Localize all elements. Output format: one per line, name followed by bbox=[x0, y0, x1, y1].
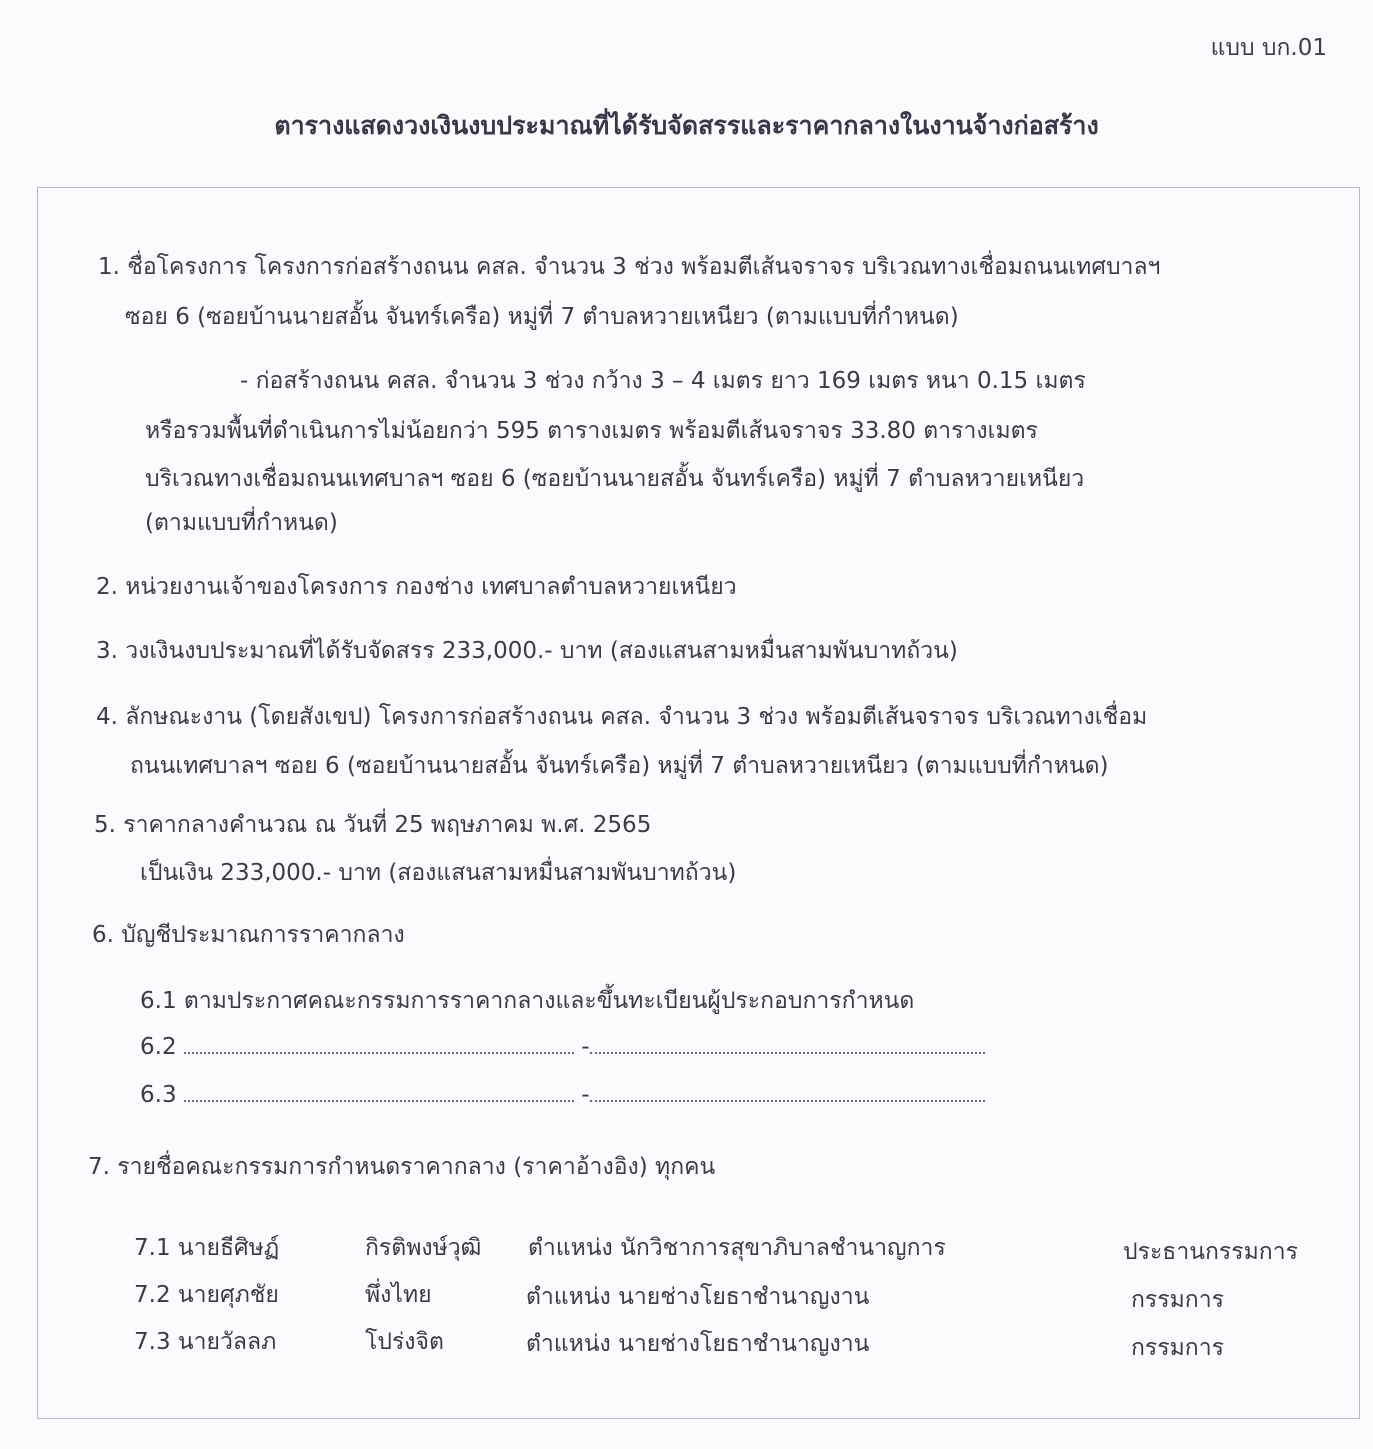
dash-separator: - bbox=[581, 1034, 590, 1060]
project-detail-line-4: (ตามแบบที่กำหนด) bbox=[145, 510, 338, 536]
dotted-blank bbox=[590, 1034, 985, 1054]
estimate-item-6-3-label: 6.3 bbox=[140, 1082, 177, 1108]
budget-line: 3. วงเงินงบประมาณที่ได้รับจัดสรร 233,000.- บาท (สองแสนสามหมื่นสามพันบาทถ้วน) bbox=[96, 638, 958, 664]
member-position: ตำแหน่ง นายช่างโยธาชำนาญงาน bbox=[526, 1331, 870, 1357]
owner-agency-line: 2. หน่วยงานเจ้าของโครงการ กองช่าง เทศบาลตำบลหวายเหนียว bbox=[96, 574, 737, 600]
form-code: แบบ บก.01 bbox=[1210, 35, 1327, 61]
project-name-line-2: ซอย 6 (ซอยบ้านนายสอั้น จันทร์เครือ) หมู่ที่ 7 ตำบลหวายเหนียว (ตามแบบที่กำหนด) bbox=[125, 304, 959, 330]
member-position: ตำแหน่ง นักวิชาการสุขาภิบาลชำนาญการ bbox=[528, 1235, 946, 1261]
estimate-item-6-2 bbox=[140, 1034, 985, 1062]
document-title: ตารางแสดงวงเงินงบประมาณที่ได้รับจัดสรรและราคากลางในงานจ้างก่อสร้าง bbox=[274, 111, 1099, 140]
member-name: 7.2 นายศุภชัย bbox=[134, 1282, 279, 1308]
estimate-item-6-3 bbox=[140, 1082, 985, 1110]
member-surname: โปร่งจิต bbox=[365, 1329, 444, 1355]
estimate-item-6-2-label: 6.2 bbox=[140, 1034, 177, 1060]
member-surname: กิรติพงษ์วุฒิ bbox=[365, 1235, 482, 1261]
dotted-blank bbox=[184, 1034, 574, 1054]
dash-separator: - bbox=[581, 1082, 590, 1108]
work-description-line-1: 4. ลักษณะงาน (โดยสังเขป) โครงการก่อสร้างถนน คสล. จำนวน 3 ช่วง พร้อมตีเส้นจราจร บริเวณทางเชื่อม bbox=[96, 704, 1148, 730]
member-position: ตำแหน่ง นายช่างโยธาชำนาญงาน bbox=[526, 1284, 870, 1310]
project-name-line-1: 1. ชื่อโครงการ โครงการก่อสร้างถนน คสล. จำนวน 3 ช่วง พร้อมตีเส้นจราจร บริเวณทางเชื่อมถนนเทศบาลฯ bbox=[98, 254, 1161, 280]
median-price-date-line: 5. ราคากลางคำนวณ ณ วันที่ 25 พฤษภาคม พ.ศ. 2565 bbox=[94, 812, 652, 838]
project-detail-line-2: หรือรวมพื้นที่ดำเนินการไม่น้อยกว่า 595 ตารางเมตร พร้อมตีเส้นจราจร 33.80 ตารางเมตร bbox=[145, 418, 1038, 444]
work-description-line-2: ถนนเทศบาลฯ ซอย 6 (ซอยบ้านนายสอั้น จันทร์เครือ) หมู่ที่ 7 ตำบลหวายเหนียว (ตามแบบที่กำหนด) bbox=[130, 753, 1109, 779]
committee-heading: 7. รายชื่อคณะกรรมการกำหนดราคากลาง (ราคาอ้างอิง) ทุกคน bbox=[88, 1154, 716, 1180]
dotted-blank bbox=[184, 1082, 574, 1102]
member-name: 7.1 นายธีศิษฏ์ bbox=[134, 1235, 280, 1261]
estimate-item-6-1: 6.1 ตามประกาศคณะกรรมการราคากลางและขึ้นทะเบียนผู้ประกอบการกำหนด bbox=[140, 988, 915, 1014]
project-detail-line-1: - ก่อสร้างถนน คสล. จำนวน 3 ช่วง กว้าง 3 – 4 เมตร ยาว 169 เมตร หนา 0.15 เมตร bbox=[240, 368, 1086, 394]
member-role: ประธานกรรมการ bbox=[1123, 1239, 1298, 1265]
member-role: กรรมการ bbox=[1131, 1287, 1224, 1313]
project-detail-line-3: บริเวณทางเชื่อมถนนเทศบาลฯ ซอย 6 (ซอยบ้านนายสอั้น จันทร์เครือ) หมู่ที่ 7 ตำบลหวายเหนียว bbox=[145, 466, 1085, 492]
member-name: 7.3 นายวัลลภ bbox=[134, 1329, 277, 1355]
member-surname: พึ่งไทย bbox=[365, 1282, 432, 1308]
median-price-amount-line: เป็นเงิน 233,000.- บาท (สองแสนสามหมื่นสามพันบาทถ้วน) bbox=[140, 860, 737, 886]
dotted-blank bbox=[590, 1082, 985, 1102]
member-role: กรรมการ bbox=[1131, 1335, 1224, 1361]
estimate-heading: 6. บัญชีประมาณการราคากลาง bbox=[92, 922, 405, 948]
